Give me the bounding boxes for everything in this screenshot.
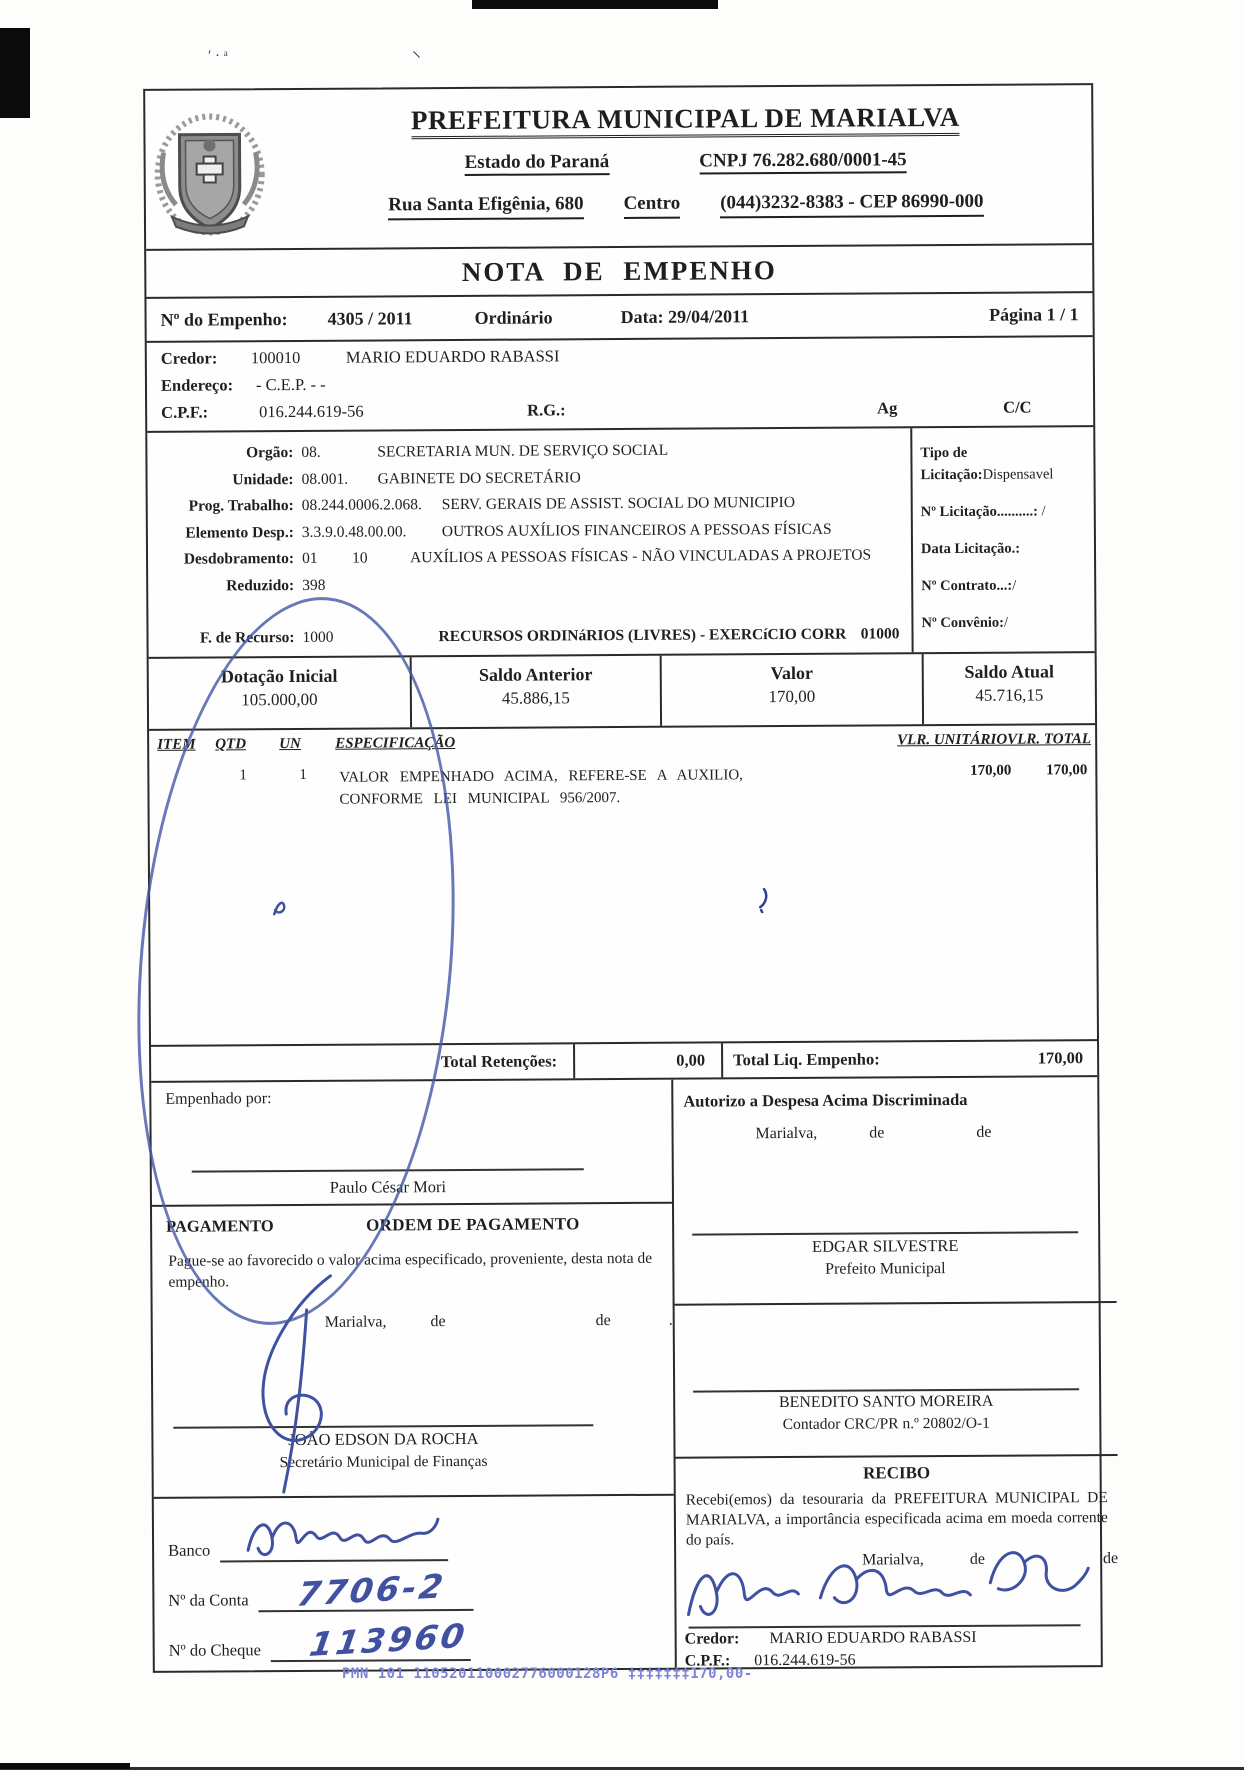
unidade-label: Unidade: — [232, 470, 294, 488]
desdobramento-desc: AUXÍLIOS A PESSOAS FÍSICAS - NÃO VINCULADAS A PROJETOS — [409, 546, 872, 567]
empenhado-signature-line — [192, 1168, 584, 1172]
city-name: Marialva, — [755, 1124, 818, 1143]
org-name-title: PREFEITURA MUNICIPAL DE MARIALVA — [279, 101, 1091, 137]
de-word: de — [595, 1312, 611, 1330]
pen-flick-mark-right — [754, 887, 770, 913]
budget-line-reduzido — [148, 569, 911, 600]
cheque-label: Nº do Cheque — [168, 1640, 261, 1660]
orgao-label: Orgão: — [245, 444, 294, 462]
header-state-line — [280, 148, 1092, 177]
conta-label: Nº da Conta — [168, 1590, 249, 1610]
recurso-code: 1000 — [302, 628, 334, 646]
recibo-credor-name: MARIO EDUARDO RABASSI — [769, 1628, 977, 1648]
valor-cell — [660, 654, 922, 726]
cheque-row — [168, 1610, 674, 1663]
de-word: de — [1102, 1549, 1119, 1568]
banco-handwriting — [240, 1505, 440, 1564]
budget-line-desdobramento — [148, 542, 911, 573]
creditor-label: Credor: — [160, 348, 218, 368]
licitacao-convenio: Nº Convênio:/ — [921, 614, 1009, 632]
page-indicator: Página 1 / 1 — [988, 303, 1079, 325]
item-total-price: 170,00 — [1046, 762, 1088, 779]
bank-details-block — [154, 1496, 675, 1671]
unidade-code: 08.001. — [301, 470, 349, 488]
cheque-write-line — [271, 1615, 471, 1664]
totals-row — [151, 1041, 1097, 1083]
creditor-section — [147, 337, 1094, 433]
creditor-code: 100010 — [250, 347, 301, 368]
espec-col-header: ESPECIFICAÇÃO — [335, 735, 456, 752]
recibo-text: Recebi(emos) da tesouraria da PREFEITURA MUNICIPAL DE MARIALVA, a importância especificada acima em moeda corrente do país. — [685, 1489, 1108, 1549]
total-liquido-label: Total Liq. Empenho: — [733, 1049, 880, 1070]
item-col-header: ITEM — [157, 736, 196, 753]
period-mark: . — [668, 1311, 673, 1329]
account-label: C/C — [1003, 397, 1032, 417]
item-unit-price: 170,00 — [970, 762, 1012, 779]
valor-label: Valor — [770, 662, 813, 684]
pen-mark-top: ʹ · ᵃ — [208, 48, 228, 64]
desdobramento-code2: 10 — [351, 549, 368, 567]
accountant-block — [675, 1303, 1118, 1459]
dotacao-inicial-cell — [149, 657, 410, 729]
items-table — [149, 725, 1097, 1047]
empenho-number-row — [146, 293, 1092, 343]
budget-classification-section — [147, 427, 1094, 659]
scan-artifact-corner-block — [0, 28, 30, 118]
banco-label: Banco — [168, 1540, 211, 1560]
saldo-atual-label: Saldo Atual — [964, 661, 1055, 682]
city-name: Marialva, — [862, 1551, 924, 1569]
empenhado-por-label: Empenhado por: — [165, 1090, 272, 1108]
reduzido-label: Reduzido: — [226, 576, 295, 594]
orgao-code: 08. — [301, 443, 321, 461]
scan-artifact-top-bar — [472, 0, 718, 9]
ordem-pagamento-label: ORDEM DE PAGAMENTO — [366, 1214, 580, 1235]
pen-flick-mark-left — [270, 896, 288, 918]
total-liquido-cell — [723, 1041, 1097, 1077]
pen-check-mark: ⸌ — [412, 48, 421, 68]
licitacao-column — [910, 427, 1094, 652]
municipal-coat-of-arms-icon — [153, 112, 266, 243]
accountant-name: BENEDITO SANTO MOREIRA — [693, 1388, 1079, 1412]
item-description: VALOR EMPENHADO ACIMA, REFERE-SE A AUXILIO, CONFORME LEI MUNICIPAL 956/2007. — [339, 767, 743, 808]
elemento-desc: OUTROS AUXÍLIOS FINANCEIROS A PESSOAS FÍSICAS — [441, 520, 832, 540]
cpf-row — [161, 397, 1093, 430]
conta-handwriting: 7706-2 — [294, 1566, 449, 1614]
budget-lines — [147, 428, 911, 657]
pagamento-block — [152, 1204, 674, 1499]
un-col-header: UN — [279, 735, 301, 753]
autorizo-title: Autorizo a Despesa Acima Discriminada — [683, 1089, 968, 1111]
pagamento-label: PAGAMENTO — [166, 1216, 274, 1236]
pagamento-headers — [152, 1204, 672, 1237]
cheque-handwriting: 113960 — [307, 1615, 471, 1664]
address-value: - C.E.P. - - — [255, 374, 326, 395]
pagamento-date-line — [153, 1312, 673, 1333]
reduzido-code: 398 — [302, 576, 326, 594]
recibo-credor-label: Credor: — [684, 1630, 740, 1648]
autorizo-date-line — [673, 1123, 1115, 1144]
recurso-desc: RECURSOS ORDINáRIOS (LIVRES) - EXERCíCIO CORR — [438, 625, 847, 646]
state-label: Estado do Paraná — [465, 151, 610, 176]
balances-row — [149, 653, 1095, 731]
recibo-credor-row — [685, 1629, 977, 1649]
recibo-title: RECIBO — [862, 1463, 931, 1483]
elemento-label: Elemento Desp.: — [185, 523, 294, 542]
total-retencoes-value: 0,00 — [573, 1043, 723, 1078]
agency-label: Ag — [877, 398, 898, 418]
document-header — [145, 101, 1092, 251]
cpf-label: C.P.F.: — [161, 402, 209, 422]
item-row — [149, 762, 1095, 812]
prog-trabalho-code: 08.244.0006.2.068. — [301, 496, 422, 514]
recurso-extra-code: 01000 — [860, 625, 900, 643]
saldo-anterior-cell — [410, 656, 660, 728]
elemento-code: 3.3.9.0.48.00.00. — [301, 522, 407, 541]
district-label: Centro — [623, 193, 680, 219]
orgao-desc: SECRETARIA MUN. DE SERVIÇO SOCIAL — [377, 441, 669, 461]
street-label: Rua Santa Efigênia, 680 — [388, 193, 583, 220]
saldo-anterior-label: Saldo Anterior — [478, 664, 593, 685]
de-word: de — [969, 1550, 986, 1568]
licitacao-numero: Nº Licitação..........: / — [920, 503, 1046, 521]
cpf-value: 016.244.619-56 — [259, 401, 364, 422]
de-word: de — [430, 1313, 446, 1331]
recibo-cpf-value: 016.244.619-56 — [754, 1651, 856, 1670]
address-label: Endereço: — [160, 375, 234, 395]
city-name: Marialva, — [324, 1313, 387, 1331]
cnpj-label: CNPJ 76.282.680/0001-45 — [699, 149, 907, 174]
saldo-atual-cell — [922, 653, 1095, 724]
licitacao-data: Data Licitação.: — [920, 540, 1021, 558]
dotacao-inicial-label: Dotação Inicial — [220, 665, 338, 687]
licitacao-tipo: Tipo de Licitação:Dispensavel — [920, 444, 1054, 484]
bottom-left-column — [151, 1080, 677, 1671]
banco-row — [168, 1510, 674, 1563]
recibo-block — [676, 1456, 1119, 1668]
bottom-right-column — [673, 1077, 1119, 1668]
budget-line-recurso — [148, 621, 911, 652]
finance-secretary-title: Secretário Municipal de Finanças — [279, 1452, 488, 1472]
unit-price-col-header: VLR. UNITÁRIO — [897, 731, 1008, 749]
header-address-line — [280, 190, 1092, 221]
conta-row — [168, 1560, 674, 1613]
empenhado-por-block — [151, 1080, 672, 1207]
empenho-type: Ordinário — [474, 306, 553, 328]
phone-cep-label: (044)3232-8383 - CEP 86990-000 — [720, 191, 983, 219]
saldo-atual-value: 45.716,15 — [975, 685, 1044, 705]
qtd-col-header: QTD — [215, 736, 247, 753]
empenho-number-value: 4305 / 2011 — [327, 307, 413, 329]
mayor-title: Prefeito Municipal — [825, 1260, 946, 1278]
desdobramento-code: 01 — [301, 549, 318, 567]
licitacao-contrato: Nº Contrato...:/ — [921, 577, 1017, 595]
unidade-desc: GABINETE DO SECRETÁRIO — [377, 468, 581, 487]
creditor-name: MARIO EDUARDO RABASSI — [345, 346, 560, 367]
rg-label: R.G.: — [527, 400, 566, 420]
total-liquido-value: 170,00 — [1037, 1048, 1084, 1068]
de-word: de — [869, 1124, 885, 1142]
dotacao-inicial-value: 105.000,00 — [241, 689, 318, 710]
saldo-anterior-value: 45.886,15 — [501, 688, 570, 708]
empenho-number-label: Nº do Empenho: — [160, 308, 288, 330]
dot-matrix-stamp: PMN 101 110520110002776000128P6 ‡‡‡‡‡‡‡170,00- — [342, 1666, 753, 1682]
mayor-name: EDGAR SILVESTRE — [692, 1231, 1078, 1257]
item-quantity: 1 — [299, 766, 307, 783]
empenhado-name: Paulo César Mori — [329, 1177, 447, 1197]
pagamento-text: Pague-se ao favorecido o valor acima especificado, proveniente, desta nota de empenho. — [168, 1249, 653, 1291]
signatures-section — [151, 1077, 1119, 1671]
total-retencoes-label: Total Retenções: — [440, 1051, 558, 1072]
prog-trabalho-label: Prog. Trabalho: — [188, 497, 294, 515]
nota-de-empenho-document — [143, 83, 1119, 1673]
de-word: de — [976, 1123, 992, 1141]
recibo-cpf-label: C.P.F.: — [684, 1652, 731, 1670]
item-number: 1 — [239, 767, 247, 784]
recurso-label: F. de Recurso: — [199, 629, 295, 647]
autorizo-block — [673, 1077, 1116, 1306]
total-col-header: VLR. TOTAL — [1007, 731, 1092, 748]
creditor-signature-line — [689, 1624, 1081, 1628]
items-header-row — [149, 725, 1095, 754]
accountant-title: Contador CRC/PR n.º 20802/O-1 — [782, 1414, 990, 1434]
empenho-date: Data: 29/04/2011 — [620, 305, 750, 327]
prog-trabalho-desc: SERV. GERAIS DE ASSIST. SOCIAL DO MUNICIPIO — [441, 493, 796, 514]
desdobramento-label: Desdobramento: — [183, 550, 295, 568]
valor-value: 170,00 — [768, 686, 816, 707]
recibo-date-line — [676, 1550, 1118, 1571]
document-title: NOTA DE EMPENHO — [146, 245, 1092, 299]
finance-secretary-name: JOÃO EDSON DA ROCHA — [173, 1424, 593, 1451]
